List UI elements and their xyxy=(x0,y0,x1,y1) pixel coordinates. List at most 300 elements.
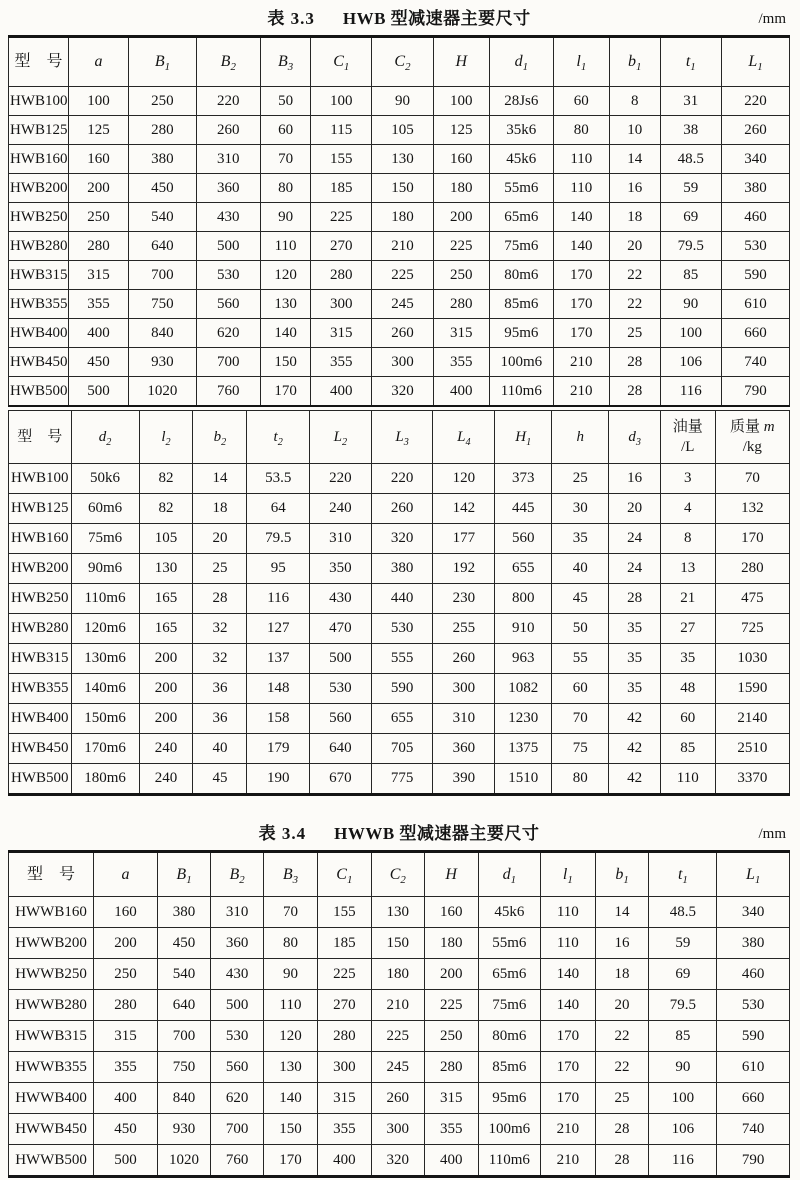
value-cell: 180 xyxy=(424,928,478,959)
value-cell: 320 xyxy=(371,1145,424,1177)
value-cell: 1020 xyxy=(129,377,197,407)
value-cell: 105 xyxy=(139,524,193,554)
value-cell: 140m6 xyxy=(71,674,139,704)
value-cell: 725 xyxy=(715,614,789,644)
value-cell: 530 xyxy=(196,261,260,290)
value-cell: 100 xyxy=(69,87,129,116)
column-header: 质量 m /kg xyxy=(715,411,789,464)
value-cell: 245 xyxy=(372,290,434,319)
value-cell: 75 xyxy=(552,734,609,764)
value-cell: 125 xyxy=(433,116,489,145)
value-cell: 140 xyxy=(541,990,596,1021)
table-3-4 xyxy=(8,850,790,1178)
value-cell: 160 xyxy=(69,145,129,174)
column-header: $B_1$ xyxy=(129,37,197,87)
column-header: $d_3$ xyxy=(609,411,661,464)
value-cell: 20 xyxy=(609,494,661,524)
value-cell: 790 xyxy=(722,377,790,407)
value-cell: 13 xyxy=(660,554,715,584)
value-cell: 85 xyxy=(649,1021,717,1052)
model-cell: HWB400 xyxy=(9,319,69,348)
value-cell: 930 xyxy=(158,1114,211,1145)
value-cell: 110 xyxy=(541,928,596,959)
model-cell: HWWB250 xyxy=(9,959,94,990)
value-cell: 59 xyxy=(649,928,717,959)
value-cell: 22 xyxy=(609,290,660,319)
value-cell: 200 xyxy=(424,959,478,990)
value-cell: 80 xyxy=(553,116,609,145)
value-cell: 130 xyxy=(260,290,311,319)
table-row xyxy=(9,928,790,959)
value-cell: 90 xyxy=(372,87,434,116)
value-cell: 225 xyxy=(424,990,478,1021)
value-cell: 85 xyxy=(660,261,722,290)
value-cell: 220 xyxy=(309,464,371,494)
value-cell: 8 xyxy=(609,87,660,116)
column-header: H xyxy=(433,37,489,87)
value-cell: 110m6 xyxy=(478,1145,540,1177)
model-cell: HWB355 xyxy=(9,674,72,704)
value-cell: 700 xyxy=(158,1021,211,1052)
value-cell: 225 xyxy=(317,959,371,990)
model-cell: HWWB500 xyxy=(9,1145,94,1177)
value-cell: 560 xyxy=(495,524,552,554)
value-cell: 8 xyxy=(660,524,715,554)
value-cell: 1230 xyxy=(495,704,552,734)
model-cell: HWWB450 xyxy=(9,1114,94,1145)
value-cell: 530 xyxy=(722,232,790,261)
value-cell: 200 xyxy=(433,203,489,232)
column-header: $B_3$ xyxy=(260,37,311,87)
value-cell: 315 xyxy=(69,261,129,290)
value-cell: 185 xyxy=(317,928,371,959)
value-cell: 28 xyxy=(193,584,247,614)
value-cell: 80m6 xyxy=(489,261,553,290)
value-cell: 530 xyxy=(211,1021,264,1052)
value-cell: 120m6 xyxy=(71,614,139,644)
value-cell: 185 xyxy=(311,174,372,203)
value-cell: 22 xyxy=(595,1052,649,1083)
value-cell: 16 xyxy=(609,464,661,494)
value-cell: 355 xyxy=(424,1114,478,1145)
value-cell: 320 xyxy=(372,377,434,407)
value-cell: 280 xyxy=(424,1052,478,1083)
value-cell: 90m6 xyxy=(71,554,139,584)
value-cell: 140 xyxy=(264,1083,318,1114)
value-cell: 28 xyxy=(609,377,660,407)
table-row xyxy=(9,319,790,348)
value-cell: 610 xyxy=(722,290,790,319)
column-header: $d_1$ xyxy=(478,852,540,897)
table-row xyxy=(9,704,790,734)
value-cell: 110m6 xyxy=(489,377,553,407)
value-cell: 35 xyxy=(609,614,661,644)
value-cell: 155 xyxy=(317,897,371,928)
value-cell: 500 xyxy=(196,232,260,261)
value-cell: 110 xyxy=(553,174,609,203)
table-3-3-number: 表 3.3 xyxy=(267,9,315,28)
value-cell: 760 xyxy=(196,377,260,407)
value-cell: 350 xyxy=(309,554,371,584)
value-cell: 148 xyxy=(247,674,310,704)
value-cell: 300 xyxy=(317,1052,371,1083)
value-cell: 250 xyxy=(433,261,489,290)
value-cell: 310 xyxy=(211,897,264,928)
table-row xyxy=(9,377,790,407)
column-header: $L_1$ xyxy=(717,852,790,897)
value-cell: 90 xyxy=(260,203,311,232)
table-row xyxy=(9,1145,790,1177)
column-header: $t_1$ xyxy=(649,852,717,897)
column-header: $l_1$ xyxy=(553,37,609,87)
value-cell: 14 xyxy=(609,145,660,174)
model-cell: HWB280 xyxy=(9,232,69,261)
value-cell: 90 xyxy=(649,1052,717,1083)
column-header: a xyxy=(94,852,158,897)
value-cell: 700 xyxy=(196,348,260,377)
table-3-3-unit-label: /mm xyxy=(758,11,786,27)
column-header: $d_1$ xyxy=(489,37,553,87)
value-cell: 75m6 xyxy=(489,232,553,261)
table-3-3-part2 xyxy=(8,410,790,796)
value-cell: 190 xyxy=(247,764,310,795)
value-cell: 50 xyxy=(260,87,311,116)
value-cell: 85 xyxy=(660,734,715,764)
column-header: $b_2$ xyxy=(193,411,247,464)
value-cell: 310 xyxy=(433,704,495,734)
value-cell: 210 xyxy=(553,377,609,407)
table-row xyxy=(9,116,790,145)
value-cell: 40 xyxy=(193,734,247,764)
value-cell: 55m6 xyxy=(478,928,540,959)
table-row xyxy=(9,674,790,704)
value-cell: 24 xyxy=(609,554,661,584)
value-cell: 280 xyxy=(433,290,489,319)
value-cell: 22 xyxy=(595,1021,649,1052)
value-cell: 80m6 xyxy=(478,1021,540,1052)
value-cell: 360 xyxy=(211,928,264,959)
value-cell: 3 xyxy=(660,464,715,494)
value-cell: 50k6 xyxy=(71,464,139,494)
value-cell: 20 xyxy=(609,232,660,261)
table-row xyxy=(9,584,790,614)
value-cell: 400 xyxy=(94,1083,158,1114)
table-row xyxy=(9,734,790,764)
value-cell: 42 xyxy=(609,734,661,764)
column-header: $B_3$ xyxy=(264,852,318,897)
value-cell: 35 xyxy=(609,644,661,674)
value-cell: 230 xyxy=(433,584,495,614)
value-cell: 610 xyxy=(717,1052,790,1083)
value-cell: 250 xyxy=(129,87,197,116)
column-header: 型 号 xyxy=(9,411,72,464)
table-row xyxy=(9,494,790,524)
value-cell: 355 xyxy=(433,348,489,377)
value-cell: 180m6 xyxy=(71,764,139,795)
value-cell: 24 xyxy=(609,524,661,554)
value-cell: 35k6 xyxy=(489,116,553,145)
model-cell: HWB160 xyxy=(9,145,69,174)
value-cell: 130 xyxy=(372,145,434,174)
value-cell: 210 xyxy=(541,1145,596,1177)
model-cell: HWB315 xyxy=(9,644,72,674)
value-cell: 150 xyxy=(372,174,434,203)
table-row xyxy=(9,524,790,554)
value-cell: 280 xyxy=(69,232,129,261)
value-cell: 140 xyxy=(553,203,609,232)
value-cell: 110 xyxy=(660,764,715,795)
value-cell: 315 xyxy=(94,1021,158,1052)
table-row xyxy=(9,1083,790,1114)
value-cell: 400 xyxy=(311,377,372,407)
value-cell: 200 xyxy=(69,174,129,203)
value-cell: 80 xyxy=(552,764,609,795)
value-cell: 69 xyxy=(649,959,717,990)
value-cell: 10 xyxy=(609,116,660,145)
value-cell: 310 xyxy=(309,524,371,554)
table-row xyxy=(9,614,790,644)
table-row xyxy=(9,554,790,584)
value-cell: 45 xyxy=(552,584,609,614)
table-3-3-part1 xyxy=(8,35,790,407)
value-cell: 560 xyxy=(211,1052,264,1083)
value-cell: 315 xyxy=(424,1083,478,1114)
column-header: $H_1$ xyxy=(495,411,552,464)
value-cell: 35 xyxy=(552,524,609,554)
table-row xyxy=(9,1052,790,1083)
value-cell: 260 xyxy=(722,116,790,145)
value-cell: 130 xyxy=(139,554,193,584)
value-cell: 36 xyxy=(193,704,247,734)
value-cell: 4 xyxy=(660,494,715,524)
value-cell: 120 xyxy=(260,261,311,290)
value-cell: 2510 xyxy=(715,734,789,764)
table-row xyxy=(9,145,790,174)
value-cell: 106 xyxy=(649,1114,717,1145)
column-header: $C_2$ xyxy=(371,852,424,897)
column-header: $l_1$ xyxy=(541,852,596,897)
value-cell: 110 xyxy=(260,232,311,261)
value-cell: 55 xyxy=(552,644,609,674)
value-cell: 170 xyxy=(553,290,609,319)
value-cell: 640 xyxy=(158,990,211,1021)
header-row xyxy=(9,411,790,464)
value-cell: 170m6 xyxy=(71,734,139,764)
value-cell: 840 xyxy=(158,1083,211,1114)
table-3-4-title: HWWB 型减速器主要尺寸 xyxy=(334,824,540,843)
value-cell: 21 xyxy=(660,584,715,614)
value-cell: 640 xyxy=(129,232,197,261)
value-cell: 1030 xyxy=(715,644,789,674)
value-cell: 670 xyxy=(309,764,371,795)
value-cell: 170 xyxy=(553,261,609,290)
table-row xyxy=(9,897,790,928)
value-cell: 320 xyxy=(371,524,433,554)
value-cell: 40 xyxy=(552,554,609,584)
value-cell: 65m6 xyxy=(478,959,540,990)
column-header: $L_4$ xyxy=(433,411,495,464)
value-cell: 14 xyxy=(193,464,247,494)
value-cell: 1590 xyxy=(715,674,789,704)
value-cell: 42 xyxy=(609,704,661,734)
model-cell: HWB315 xyxy=(9,261,69,290)
column-header: 油量 /L xyxy=(660,411,715,464)
value-cell: 60 xyxy=(260,116,311,145)
value-cell: 590 xyxy=(722,261,790,290)
value-cell: 640 xyxy=(309,734,371,764)
value-cell: 130 xyxy=(264,1052,318,1083)
value-cell: 150 xyxy=(264,1114,318,1145)
value-cell: 2140 xyxy=(715,704,789,734)
value-cell: 82 xyxy=(139,494,193,524)
value-cell: 260 xyxy=(196,116,260,145)
table-row xyxy=(9,174,790,203)
value-cell: 250 xyxy=(94,959,158,990)
value-cell: 160 xyxy=(94,897,158,928)
value-cell: 180 xyxy=(433,174,489,203)
value-cell: 660 xyxy=(717,1083,790,1114)
value-cell: 170 xyxy=(541,1021,596,1052)
model-cell: HWB200 xyxy=(9,174,69,203)
value-cell: 20 xyxy=(595,990,649,1021)
value-cell: 380 xyxy=(158,897,211,928)
value-cell: 18 xyxy=(595,959,649,990)
table-row xyxy=(9,464,790,494)
value-cell: 210 xyxy=(553,348,609,377)
value-cell: 132 xyxy=(715,494,789,524)
value-cell: 105 xyxy=(372,116,434,145)
value-cell: 140 xyxy=(260,319,311,348)
value-cell: 270 xyxy=(317,990,371,1021)
value-cell: 963 xyxy=(495,644,552,674)
value-cell: 260 xyxy=(371,494,433,524)
value-cell: 210 xyxy=(372,232,434,261)
value-cell: 315 xyxy=(311,319,372,348)
value-cell: 150 xyxy=(371,928,424,959)
value-cell: 400 xyxy=(317,1145,371,1177)
column-header: $B_2$ xyxy=(211,852,264,897)
value-cell: 200 xyxy=(94,928,158,959)
value-cell: 355 xyxy=(311,348,372,377)
value-cell: 660 xyxy=(722,319,790,348)
column-header: $L_1$ xyxy=(722,37,790,87)
value-cell: 220 xyxy=(371,464,433,494)
model-cell: HWB450 xyxy=(9,348,69,377)
value-cell: 48 xyxy=(660,674,715,704)
value-cell: 45 xyxy=(193,764,247,795)
value-cell: 270 xyxy=(311,232,372,261)
value-cell: 14 xyxy=(595,897,649,928)
value-cell: 540 xyxy=(129,203,197,232)
value-cell: 700 xyxy=(129,261,197,290)
value-cell: 70 xyxy=(264,897,318,928)
value-cell: 260 xyxy=(371,1083,424,1114)
value-cell: 225 xyxy=(372,261,434,290)
value-cell: 100 xyxy=(311,87,372,116)
value-cell: 35 xyxy=(609,674,661,704)
value-cell: 705 xyxy=(371,734,433,764)
value-cell: 155 xyxy=(311,145,372,174)
model-cell: HWB280 xyxy=(9,614,72,644)
value-cell: 530 xyxy=(309,674,371,704)
value-cell: 106 xyxy=(660,348,722,377)
value-cell: 225 xyxy=(311,203,372,232)
value-cell: 18 xyxy=(193,494,247,524)
column-header: $B_2$ xyxy=(196,37,260,87)
value-cell: 400 xyxy=(424,1145,478,1177)
value-cell: 177 xyxy=(433,524,495,554)
table-3-4-unit-label: /mm xyxy=(758,826,786,842)
table-3-4-caption xyxy=(8,821,790,847)
column-header: $d_2$ xyxy=(71,411,139,464)
value-cell: 79.5 xyxy=(649,990,717,1021)
column-header: a xyxy=(69,37,129,87)
value-cell: 69 xyxy=(660,203,722,232)
value-cell: 38 xyxy=(660,116,722,145)
value-cell: 800 xyxy=(495,584,552,614)
model-cell: HWWB280 xyxy=(9,990,94,1021)
value-cell: 16 xyxy=(595,928,649,959)
value-cell: 450 xyxy=(94,1114,158,1145)
value-cell: 170 xyxy=(260,377,311,407)
value-cell: 380 xyxy=(722,174,790,203)
value-cell: 500 xyxy=(211,990,264,1021)
value-cell: 79.5 xyxy=(247,524,310,554)
table-3-3-title: HWB 型减速器主要尺寸 xyxy=(342,9,531,28)
value-cell: 450 xyxy=(69,348,129,377)
column-header: H xyxy=(424,852,478,897)
value-cell: 100 xyxy=(649,1083,717,1114)
value-cell: 64 xyxy=(247,494,310,524)
value-cell: 280 xyxy=(94,990,158,1021)
value-cell: 65m6 xyxy=(489,203,553,232)
value-cell: 100m6 xyxy=(478,1114,540,1145)
column-header: $L_3$ xyxy=(371,411,433,464)
value-cell: 180 xyxy=(371,959,424,990)
value-cell: 137 xyxy=(247,644,310,674)
value-cell: 360 xyxy=(433,734,495,764)
value-cell: 620 xyxy=(196,319,260,348)
value-cell: 460 xyxy=(717,959,790,990)
value-cell: 82 xyxy=(139,464,193,494)
value-cell: 130 xyxy=(371,897,424,928)
value-cell: 100m6 xyxy=(489,348,553,377)
value-cell: 30 xyxy=(552,494,609,524)
value-cell: 590 xyxy=(717,1021,790,1052)
value-cell: 260 xyxy=(372,319,434,348)
column-header: $L_2$ xyxy=(309,411,371,464)
value-cell: 655 xyxy=(371,704,433,734)
table-3-3-caption xyxy=(8,6,790,32)
value-cell: 400 xyxy=(433,377,489,407)
table-row xyxy=(9,348,790,377)
table-row xyxy=(9,203,790,232)
value-cell: 240 xyxy=(139,764,193,795)
value-cell: 475 xyxy=(715,584,789,614)
model-cell: HWB100 xyxy=(9,464,72,494)
table-row xyxy=(9,290,790,319)
value-cell: 18 xyxy=(609,203,660,232)
value-cell: 53.5 xyxy=(247,464,310,494)
value-cell: 27 xyxy=(660,614,715,644)
value-cell: 127 xyxy=(247,614,310,644)
value-cell: 200 xyxy=(139,644,193,674)
value-cell: 280 xyxy=(129,116,197,145)
value-cell: 48.5 xyxy=(649,897,717,928)
column-header: $C_1$ xyxy=(317,852,371,897)
value-cell: 310 xyxy=(196,145,260,174)
value-cell: 59 xyxy=(660,174,722,203)
